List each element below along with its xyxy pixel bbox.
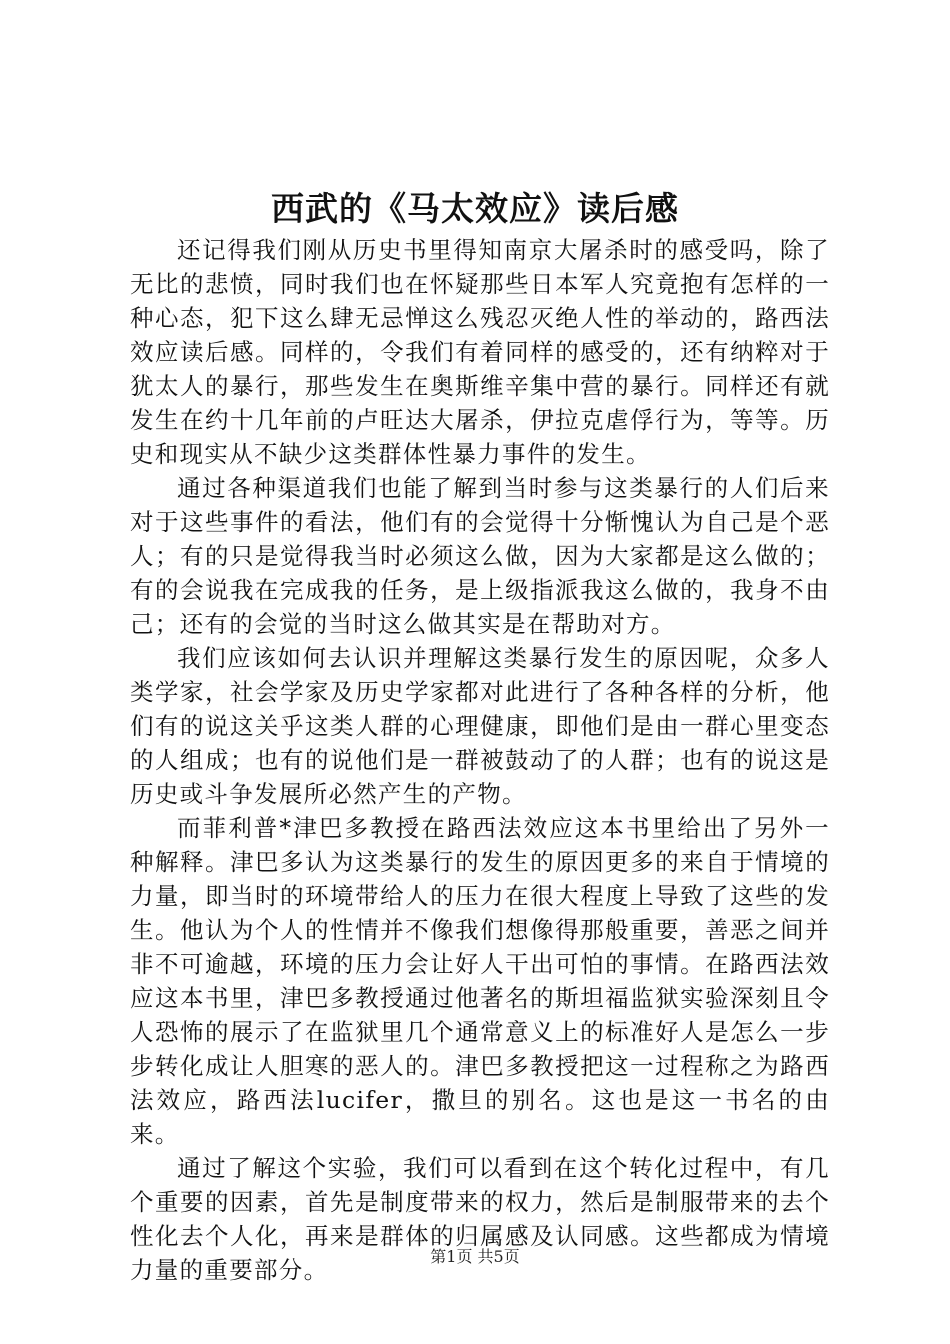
document-title: 西武的《马太效应》读后感 — [271, 189, 679, 228]
paragraph-1: 还记得我们刚从历史书里得知南京大屠杀时的感受吗，除了无比的悲愤，同时我们也在怀疑那些日本军人究竟抱有怎样的一种心态，犯下这么肆无忌惮这么残忍灭绝人性的举动的，路西法效应读后感。同样的，令我们有着同样的感受的，还有纳粹对于犹太人的暴行，那些发生在奥斯维辛集中营的暴行。同样还有就发生在约十几年前的卢旺达大屠杀，伊拉克虐俘行为，等等。历史和现实从不缺少这类群体性暴力事件的发生。 — [130, 236, 830, 468]
paragraph-3: 我们应该如何去认识并理解这类暴行发生的原因呢，众多人类学家，社会学家及历史学家都对此进行了各种各样的分析，他们有的说这关乎这类人群的心理健康，即他们是由一群心里变态的人组成；也有的说他们是一群被鼓动了的人群；也有的说这是历史或斗争发展所必然产生的产物。 — [130, 644, 830, 808]
page-footer: 第1页 共5页 — [430, 1247, 520, 1266]
paragraph-4: 而菲利普*津巴多教授在路西法效应这本书里给出了另外一种解释。津巴多认为这类暴行的发生的原因更多的来自于情境的力量，即当时的环境带给人的压力在很大程度上导致了这些的发生。他认为个人的性情并不像我们想像得那般重要，善恶之间并非不可逾越，环境的压力会让好人干出可怕的事情。在路西法效应这本书里，津巴多教授通过他著名的斯坦福监狱实验深刻且令人恐怖的展示了在监狱里几个通常意义上的标准好人是怎么一步步转化成让人胆寒的恶人的。津巴多教授把这一过程称之为路西法效应，路西法lucifer，撒旦的别名。这也是这一书名的由来。 — [130, 814, 830, 1148]
paragraph-5: 通过了解这个实验，我们可以看到在这个转化过程中，有几个重要的因素，首先是制度带来的权力，然后是制服带来的去个性化去个人化，再来是群体的归属感及认同感。这些都成为情境力量的重要部分。 — [130, 1154, 830, 1284]
paragraph-2: 通过各种渠道我们也能了解到当时参与这类暴行的人们后来对于这些事件的看法，他们有的会觉得十分惭愧认为自己是个恶人；有的只是觉得我当时必须这么做，因为大家都是这么做的；有的会说我在完成我的任务，是上级指派我这么做的，我身不由己；还有的会觉的当时这么做其实是在帮助对方。 — [130, 474, 830, 638]
document-body — [130, 233, 830, 1287]
